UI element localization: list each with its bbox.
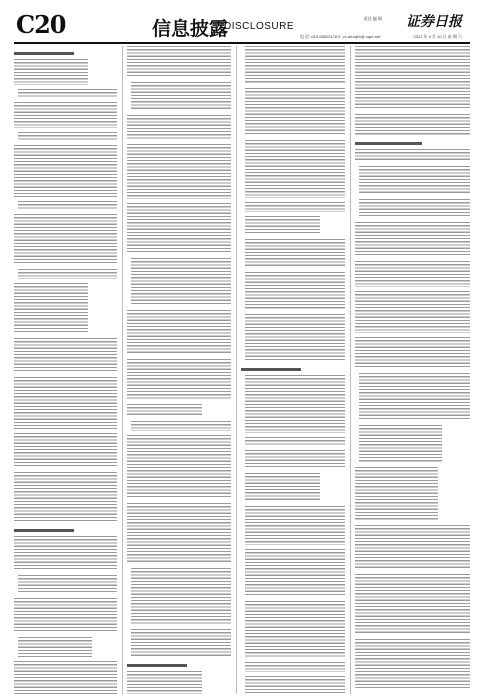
section-heading [241,368,301,371]
paragraph [355,222,470,257]
paragraph [245,662,345,672]
page-code: C20 [16,10,66,39]
text-column-4 [355,46,470,694]
paragraph [14,283,88,334]
paragraph [127,203,231,254]
editor-line: 责任 编 辑 [363,16,382,21]
paragraph [127,46,231,78]
paragraph [127,404,202,417]
paragraph [18,201,117,211]
paragraph [245,601,345,659]
paragraph [245,216,320,235]
column-divider [350,46,351,694]
paragraph [245,375,345,433]
paragraph [355,46,470,110]
section-heading [355,142,422,145]
newspaper-logo: 证券日报 [406,14,462,30]
paragraph [245,450,345,469]
paragraph [245,46,345,84]
paragraph [245,239,345,268]
paragraph [14,472,117,523]
section-heading [127,664,187,667]
paragraph [14,59,88,85]
paragraph [131,82,231,111]
section-heading [14,529,74,532]
paragraph [245,676,345,694]
paragraph [245,202,345,212]
paragraph [127,115,231,141]
paragraph [18,89,117,99]
paragraph [131,258,231,306]
section-heading [14,52,74,55]
text-column-2 [127,46,231,694]
paragraph [245,473,320,502]
paragraph [127,359,231,401]
paragraph [355,149,470,162]
paragraph [127,503,231,564]
paragraph [14,338,117,373]
text-column-1 [14,46,117,694]
paragraph [127,435,231,499]
paragraph [359,425,442,463]
text-column-3 [241,46,345,694]
paragraph [127,671,202,694]
section-title: 信息披露 [152,18,229,40]
contact-line: 电 话 :010-65520178 E -m ail:zqrb@ zqrb.net [300,34,381,39]
paragraph [355,639,470,690]
paragraph [355,574,470,635]
paragraph [131,421,231,431]
paragraph [18,575,117,594]
column-divider [236,46,237,694]
paragraph [18,132,117,142]
column-divider [122,46,123,694]
paragraph [131,568,231,626]
paragraph [245,140,345,198]
paragraph [245,549,345,597]
paragraph [14,377,117,428]
paragraph [355,291,470,333]
paragraph [355,337,470,369]
paragraph [245,506,345,544]
paragraph [355,114,470,136]
date-line: 2021 年 4 月 10 日 星 期 六 [413,34,462,39]
paragraph [359,199,470,218]
paragraph [131,629,231,658]
masthead [14,8,470,44]
paragraph [14,102,117,128]
paragraph [359,166,470,195]
section-subtitle: DISCLOSURE [224,21,295,32]
paragraph [355,261,470,287]
paragraph [245,314,345,362]
article-body [14,46,470,694]
paragraph [18,637,92,656]
paragraph [355,467,438,521]
paragraph [14,536,117,571]
paragraph [359,373,470,421]
paragraph [18,269,117,279]
paragraph [14,214,117,265]
paragraph [14,433,117,468]
paragraph [14,661,117,694]
paragraph [245,88,345,136]
paragraph [14,145,117,196]
paragraph [14,598,117,633]
paragraph [245,437,345,447]
paragraph [127,144,231,198]
paragraph [245,272,345,310]
paragraph [355,525,470,570]
paragraph [127,310,231,355]
